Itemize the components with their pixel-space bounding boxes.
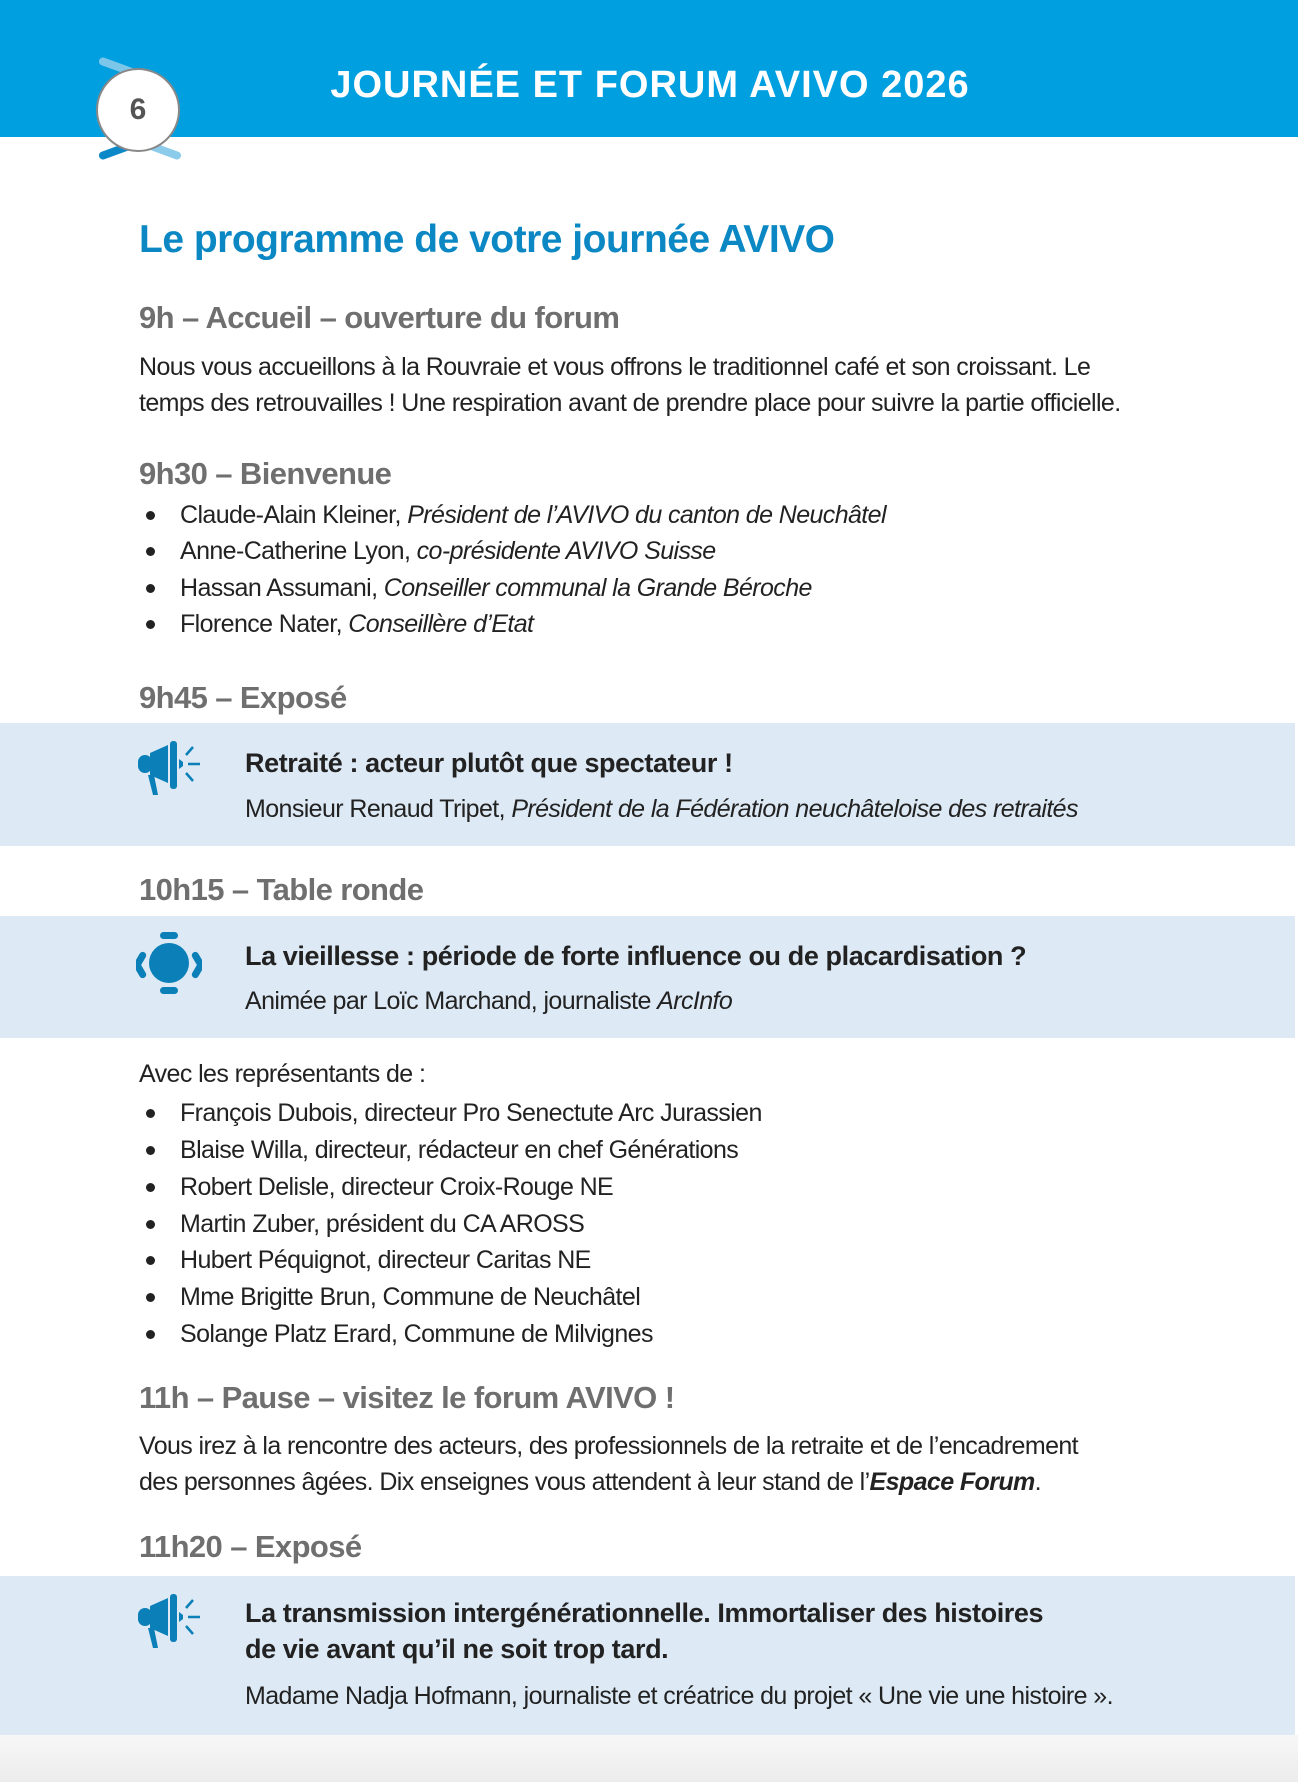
talk-title: La transmission intergénérationnelle. Immortaliser des histoires <box>245 1598 1044 1628</box>
talk-title: Retraité : acteur plutôt que spectateur ! <box>245 748 733 778</box>
paragraph-line: temps des retrouvailles ! Une respiration avant de prendre place pour suivre la partie officielle. <box>139 389 1121 417</box>
list-item: Martin Zuber, président du CA AROSS <box>180 1210 584 1239</box>
talk-box <box>0 916 1295 1038</box>
talk-box <box>0 723 1295 846</box>
section-heading: 9h – Accueil – ouverture du forum <box>139 300 620 335</box>
section-heading: 9h45 – Exposé <box>139 680 347 715</box>
list-item: François Dubois, directeur Pro Senectute Arc Jurassien <box>180 1099 762 1128</box>
paragraph-line: Nous vous accueillons à la Rouvraie et vous offrons le traditionnel café et son croissant. Le <box>139 353 1091 381</box>
list-item: Mme Brigitte Brun, Commune de Neuchâtel <box>180 1283 640 1312</box>
list-item: Robert Delisle, directeur Croix-Rouge NE <box>180 1173 613 1202</box>
list-item: Blaise Willa, directeur, rédacteur en chef Générations <box>180 1136 738 1165</box>
page-edge <box>0 1735 1298 1782</box>
header-title: JOURNÉE ET FORUM AVIVO 2026 <box>330 64 970 106</box>
paragraph-line: Vous irez à la rencontre des acteurs, des professionnels de la retraite et de l’encadrement <box>139 1432 1079 1460</box>
talk-title: de vie avant qu’il ne soit trop tard. <box>245 1634 669 1664</box>
header-banner <box>0 0 1298 137</box>
paragraph-line: des personnes âgées. Dix enseignes vous attendent à leur stand de l’Espace Forum. <box>139 1468 1041 1496</box>
talk-title: La vieillesse : période de forte influence ou de placardisation ? <box>245 941 1027 971</box>
list-item: Solange Platz Erard, Commune de Milvignes <box>180 1320 653 1349</box>
list-item: Hassan Assumani, Conseiller communal la Grande Béroche <box>180 574 812 603</box>
list-item: Claude-Alain Kleiner, Président de l’AVIVO du canton de Neuchâtel <box>180 501 886 530</box>
section-heading: 11h – Pause – visitez le forum AVIVO ! <box>139 1380 675 1415</box>
paragraph-line: Avec les représentants de : <box>139 1060 426 1088</box>
section-heading: 11h20 – Exposé <box>139 1529 362 1564</box>
round-table-icon <box>136 930 202 996</box>
talk-speaker: Monsieur Renaud Tripet, Président de la Fédération neuchâteloise des retraités <box>245 795 1078 823</box>
list-item: Anne-Catherine Lyon, co-présidente AVIVO Suisse <box>180 537 716 566</box>
page-number-badge: 6 <box>96 68 180 152</box>
megaphone-icon <box>136 737 208 797</box>
section-heading: 10h15 – Table ronde <box>139 872 424 907</box>
talk-box <box>0 1576 1295 1735</box>
megaphone-icon <box>136 1590 208 1650</box>
page-title: Le programme de votre journée AVIVO <box>139 218 835 261</box>
talk-host: Animée par Loïc Marchand, journaliste ArcInfo <box>245 987 733 1015</box>
talk-speaker: Madame Nadja Hofmann, journaliste et créatrice du projet « Une vie une histoire ». <box>245 1682 1113 1710</box>
list-item: Florence Nater, Conseillère d’Etat <box>180 610 533 639</box>
list-item: Hubert Péquignot, directeur Caritas NE <box>180 1246 591 1275</box>
section-heading: 9h30 – Bienvenue <box>139 456 392 491</box>
